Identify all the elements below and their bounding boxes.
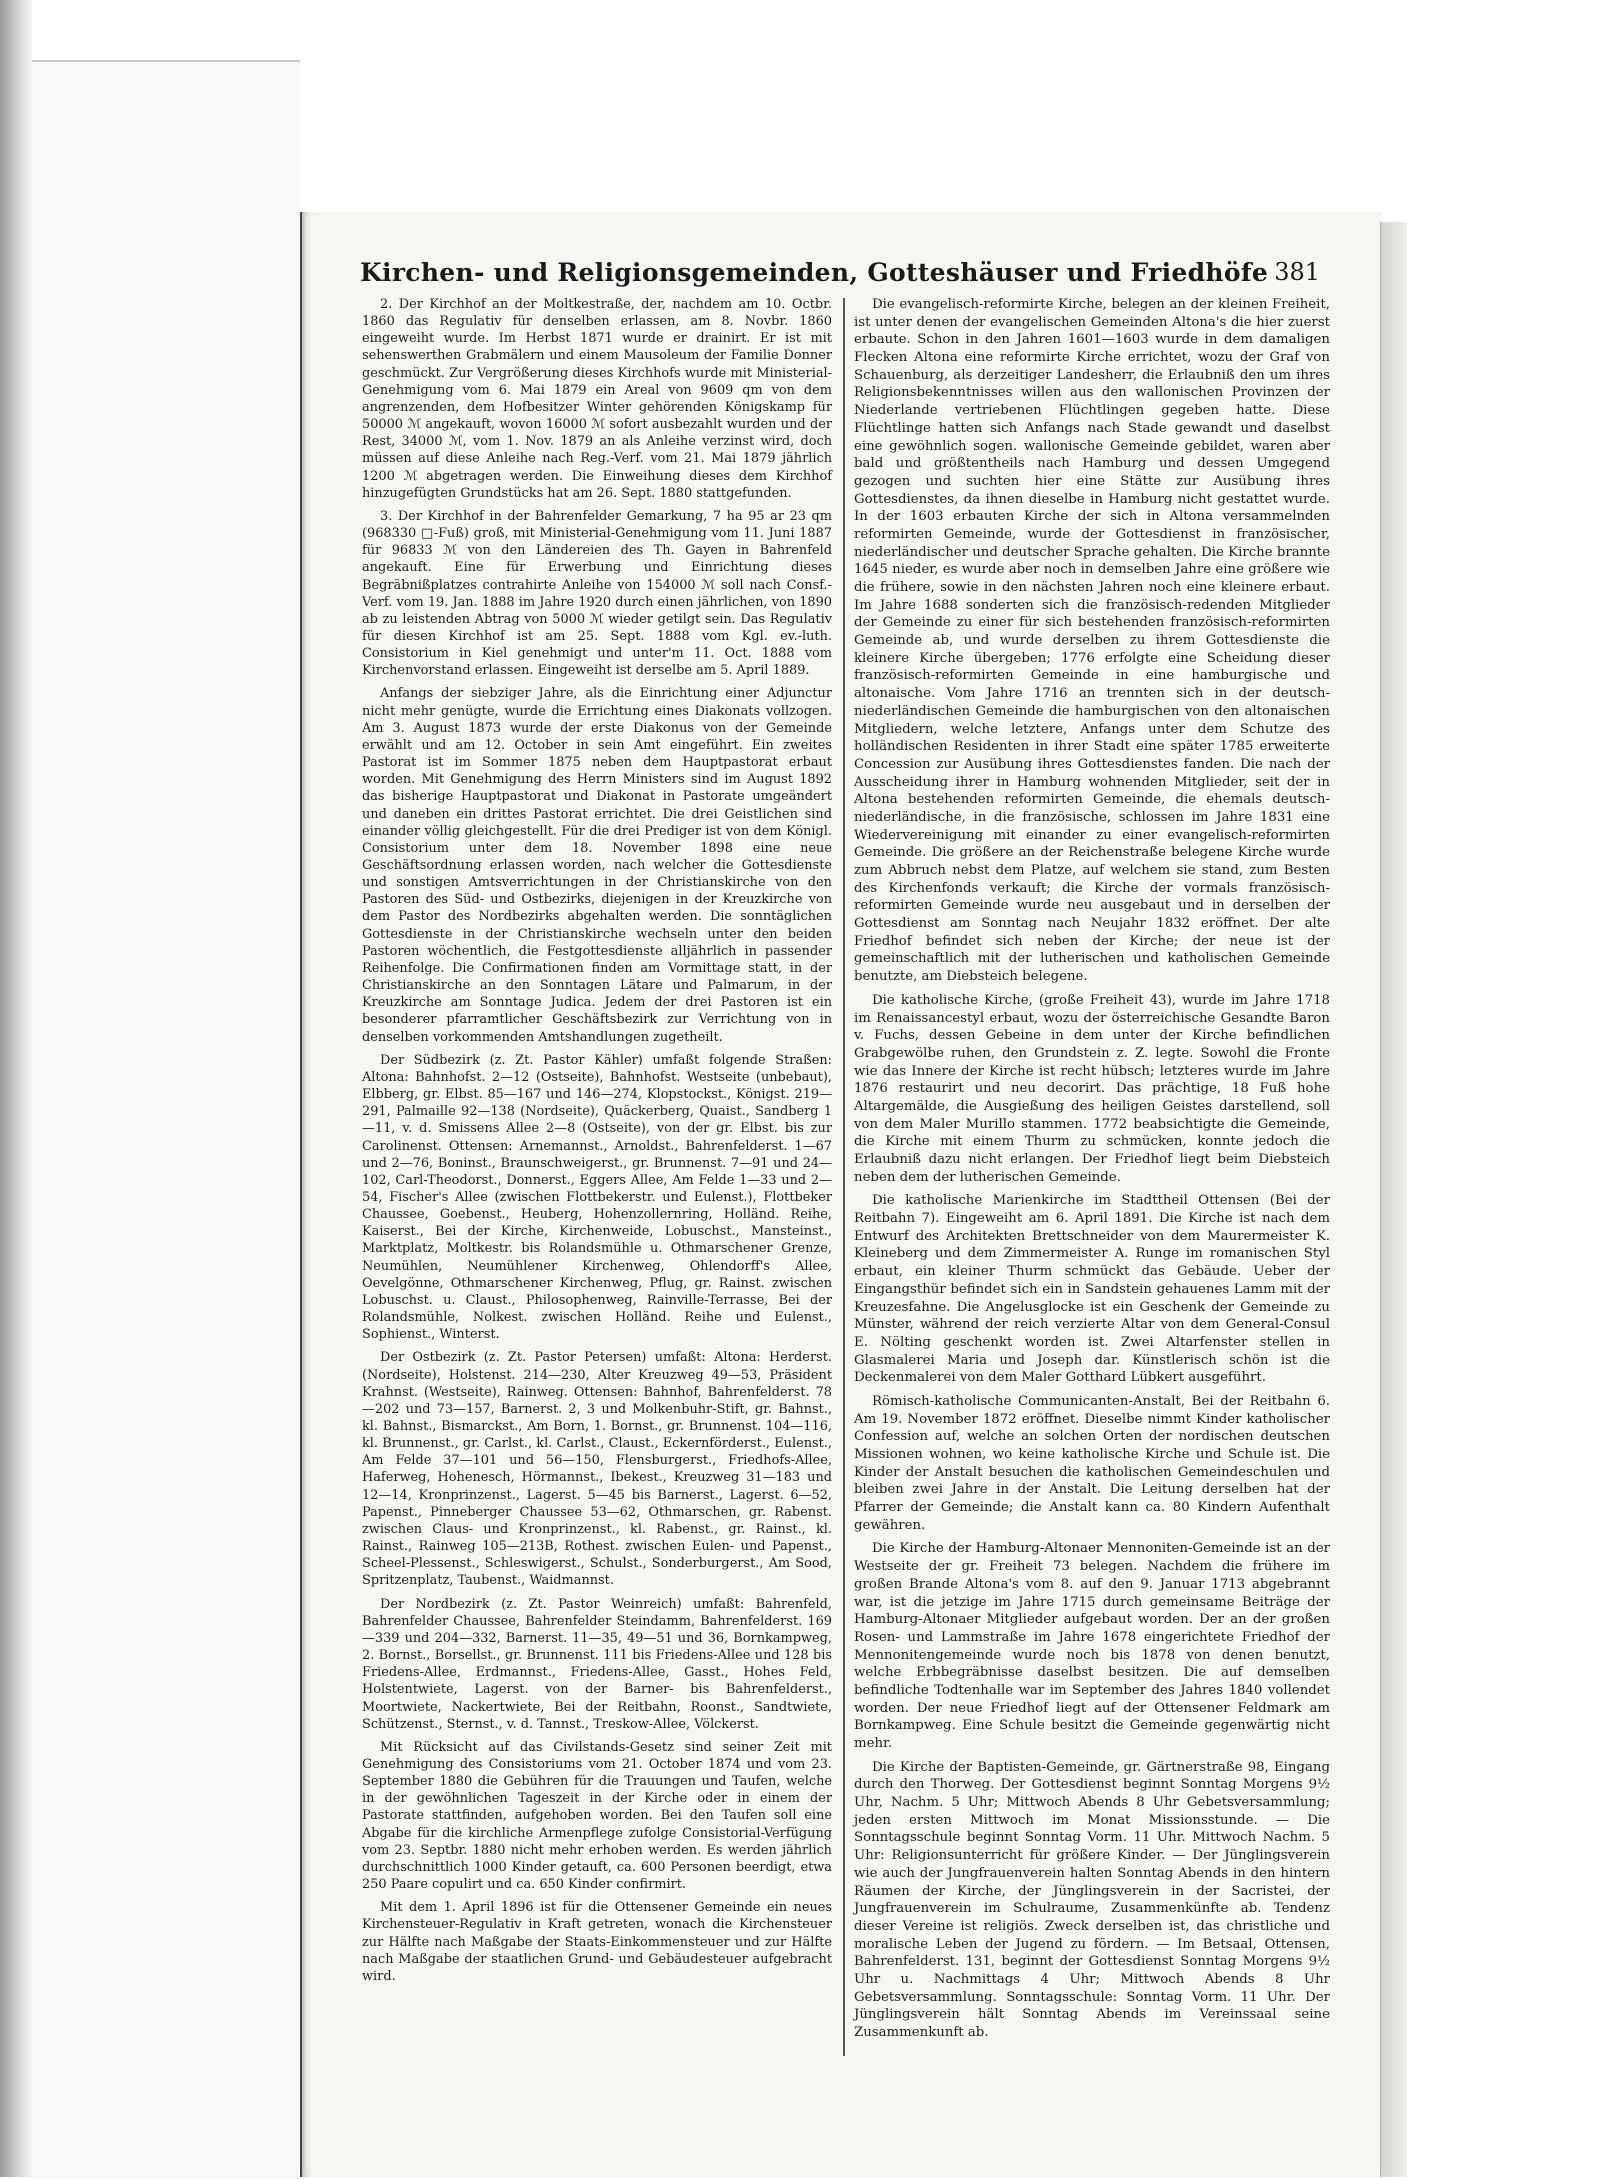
page-stack-edge [1380,222,1407,2177]
paragraph-communicanten-anstalt: Römisch-katholische Communicanten-Anstalt, Bei der Reitbahn 6. Am 19. November 1872 eröffnet. Dieselbe nimmt Kinder katholischer Confession auf, welche an solchen Orten der nordischen deutschen Missionen wohnen, wo keine katholische Kirche und Schule ist. Die Kinder der Anstalt besuchen die katholischen Gemeindeschulen und bleiben zwei Jahre in der Anstalt. Die Leitung derselben hat der Pfarrer der Gemeinde; die Anstalt kann ca. 80 Kindern Aufenthalt gewähren. [854,1393,1330,1533]
paragraph-ostbezirk: Der Ostbezirk (z. Zt. Pastor Petersen) umfaßt: Altona: Herderst. (Nordseite), Holstenst. 214—230, Alter Kreuzweg 49—53, Präsident Krahnst. (Westseite), Rainweg. Ottensen: Bahnhof, Bahrenfelderst. 78—202 und 73—157, Barnerst. 2, 3 und Molkenbuhr-Stift, gr. Bahnst., kl. Bahnst., Bismarckst., Am Born, 1. Bornst., gr. Brunnenst. 104—116, kl. Brunnenst., gr. Carlst., kl. Carlst., Claust., Eckernförderst., Eulenst., Am Felde 37—101 und 56—150, Flensburgerst., Friedhofs-Allee, Haferweg, Hohenesch, Hörmannst., Ibekest., Kreuzweg 31—183 und 12—14, Kronprinzenst., Lagerst. 5—45 bis Barnerst., Lagerst. 6—52, Papenst., Pinneberger Chaussee 53—62, Othmarschen, gr. Rabenst. zwischen Claus- und Kronprinzenst., kl. Rabenst., gr. Rainst., kl. Rainst., Rainweg 105—213B, Rothest. zwischen Eulen- und Papenst., Scheel-Plessenst., Schleswigerst., Schulst., Sonderburgerst., Am Sood, Spritzenplatz, Taubenst., Waidmannst. [362,1350,832,1589]
page-number: 381 [1274,258,1320,286]
left-column [362,296,832,1991]
paragraph-diakonat: Anfangs der siebziger Jahre, als die Einrichtung einer Adjunctur nicht mehr genügte, wurde die Errichtung eines Diakonats vollzogen. Am 3. August 1873 wurde der erste Diakonus von der Gemeinde erwählt und am 12. October in sein Amt eingeführt. Ein zweites Pastorat ist im Sommer 1875 neben dem Hauptpastorat erbaut worden. Mit Genehmigung des Herrn Ministers sind im August 1892 das bisherige Hauptpastorat und Diakonat in Pastorate umgeändert und daneben ein drittes Pastorat errichtet. Die drei Geistlichen sind einander völlig gleichgestellt. Für die drei Prediger ist von dem Königl. Consistorium unter dem 18. November 1898 eine neue Geschäftsordnung erlassen worden, nach welcher die Gottesdienste und sonstigen Amtsverrichtungen in der Christianskirche von den Pastoren des Süd- und Ostbezirks, diejenigen in der Kreuzkirche von dem Pastor des Nordbezirks abgehalten werden. Die sonntäglichen Gottesdienste in der Christianskirche wechseln unter den beiden Pastoren wöchentlich, die Festgottesdienste alljährlich in passender Reihenfolge. Die Confirmationen finden am Vormittage statt, in der Christianskirche an den Sonntagen Lätare und Palmarum, in der Kreuzkirche am Sonntage Judica. Jedem der drei Pastoren ist ein besonderer pfarramtlicher Geschäftsbezirk zur Verrichtung von in denselben vorkommenden Amtshandlungen zugetheilt. [362,686,832,1045]
paragraph-reformirte-kirche: Die evangelisch-reformirte Kirche, belegen an der kleinen Freiheit, ist unter denen der evangelischen Gemeinden Altona's die hier zuerst erbaute. Schon in den Jahren 1601—1603 wurde in dem damaligen Flecken Altona eine reformirte Kirche errichtet, wozu der Graf von Schauenburg, als derzeitiger Landesherr, die Erlaubniß den um ihres Religionsbekenntnisses willen aus den wallonischen Provinzen der Niederlande vertriebenen Flüchtlingen gegeben hatte. Diese Flüchtlinge hatten sich Anfangs nach Stade gewandt und daselbst eine gewöhnlich sogen. wallonische Gemeinde gebildet, waren aber bald und größtentheils nach Hamburg und dessen Umgegend gezogen und suchten hier eine Stätte zur Ausübung ihres Gottesdienstes, da ihnen dieselbe in Hamburg nicht gestattet wurde. In der 1603 erbauten Kirche der sich in Altona versammelnden reformirten Gemeinde, wurde der Gottesdienst in französischer, niederländischer und deutscher Sprache gehalten. Die Kirche brannte 1645 nieder, es wurde aber noch in demselben Jahre eine größere wie die frühere, sowie in den nächsten Jahren noch eine kleinere erbaut. Im Jahre 1688 sonderten sich die französisch-redenden Mitglieder der Gemeinde zu einer für sich bestehenden französisch-reformirten Gemeinde ab, und wurde derselben zu ihrem Gottesdienste die kleinere Kirche übergeben; 1776 erfolgte eine Scheidung dieser französisch-reformirten Gemeinde in eine hamburgische und altonaische. Vom Jahre 1716 an trennten sich in der deutsch-niederländischen Gemeinde die hamburgischen von den altonaischen Mitgliedern, welche letztere, Anfangs unter dem Schutze des holländischen Residenten in ihrer Stadt eine später 1785 erweiterte Concession zur Ausübung ihres Gottesdienstes fanden. Die nach der Ausscheidung ihrer in Hamburg wohnenden Mitglieder, seit der in Altona bestehenden reformirten Gemeinde, die ehemals deutsch-niederländische, in die französische, schlossen im Jahre 1831 eine Wiedervereinigung mit einander zu einer evangelisch-reformirten Gemeinde. Die größere an der Reichenstraße belegene Kirche wurde zum Abbruch nebst dem Platze, auf welchem sie stand, zum Besten des Kirchenfonds verkauft; die Kirche der vormals französisch-reformirten Gemeinde wurde neu ausgebaut und in derselben der Gottesdienst am Sonntag nach Neujahr 1832 eröffnet. Der alte Friedhof befindet sich neben der Kirche; der neue ist der gemeinschaftlich mit der lutherischen und katholischen Gemeinde benutzte, am Diebsteich belegene. [854,297,1330,985]
column-divider [843,298,845,2056]
paragraph-kirchensteuer: Mit dem 1. April 1896 ist für die Ottensener Gemeinde ein neues Kirchensteuer-Regulativ in Kraft getreten, wonach die Kirchensteuer zur Hälfte nach Maßgabe der Staats-Einkommensteuer und zur Hälfte nach Maßgabe der staatlichen Grund- und Gebäudesteuer aufgebracht wird. [362,1900,832,1984]
paragraph-baptisten: Die Kirche der Baptisten-Gemeinde, gr. Gärtnerstraße 98, Eingang durch den Thorweg. Der Gottesdienst beginnt Sonntag Morgens 9½ Uhr, Nachm. 5 Uhr; Mittwoch Abends 8 Uhr Gebetsversammlung; jeden ersten Mittwoch im Monat Missionsstunde. — Die Sonntagsschule beginnt Sonntag Vorm. 11 Uhr. Mittwoch Nachm. 5 Uhr: Religionsunterricht für größere Kinder. — Der Jünglingsverein wie auch der Jungfrauenverein halten Sonntag Abends in den hintern Räumen der Kirche, der Jünglingsverein in der Sacristei, der Jungfrauenverein im Schulraume, Zusammenkünfte ab. Tendenz dieser Vereine ist religiös. Zweck derselben ist, das christliche und moralische Leben der Jugend zu fördern. — Im Betsaal, Ottensen, Bahrenfelderst. 131, beginnt der Gottesdienst Sonntag Morgens 9½ Uhr u. Nachmittags 4 Uhr; Mittwoch Abends 8 Uhr Gebetsversammlung. Sonntagsschule: Sonntag Vorm. 11 Uhr. Der Jünglingsverein hält Sonntag Abends im Vereinssaal seine Zusammenkunft ab. [854,1759,1330,2040]
page-title: Kirchen- und Religionsgemeinden, Gotteshäuser und Friedhöfe [360,258,1269,287]
paragraph-suedbezirk: Der Südbezirk (z. Zt. Pastor Kähler) umfaßt folgende Straßen: Altona: Bahnhofst. 2—12 (Ostseite), Bahnhofst. Westseite (unbebaut), Elbberg, gr. Elbst. 85—167 und 146—274, Klopstockst., Königst. 219—291, Palmaille 92—138 (Nordseite), Quäckerberg, Quaist., Sandberg 1—11, v. d. Smissens Allee 2—8 (Ostseite), von der gr. Elbst. bis zur Carolinenst. Ottensen: Arnemannst., Arnoldst., Bahrenfelderst. 1—67 und 2—76, Boninst., Braunschweigerst., gr. Brunnenst. 7—91 und 24—102, Carl-Theodorst., Donnerst., Eggers Allee, Am Felde 1—33 und 2—54, Fischer's Allee (zwischen Flottbekerstr. und Eulenst.), Flottbeker Chaussee, Goebenst., Heuberg, Hohenzollernring, Holländ. Reihe, Kaiserst., Bei der Kirche, Kirchenweide, Lobuschst., Mansteinst., Marktplatz, Moltkestr. bis Rolandsmühle u. Othmarschener Grenze, Neumühlen, Neumühlener Kirchenweg, Ohlendorff's Allee, Oevelgönne, Othmarschener Kirchenweg, Pflug, gr. Rainst. zwischen Lobuschst. u. Claust., Philosophenweg, Rainville-Terrasse, Bei der Rolandsmühle, Nolkest. zwischen Holländ. Reihe und Eulenst., Sophienst., Winterst. [362,1052,832,1343]
right-column [854,296,1330,2048]
running-head [360,258,1320,294]
paragraph-marienkirche: Die katholische Marienkirche im Stadttheil Ottensen (Bei der Reitbahn 7). Eingeweiht am 6. April 1891. Die Kirche ist nach dem Entwurf des Architekten Brettschneider von dem Maurermeister K. Kleineberg und dem Zimmermeister A. Runge im romanischen Styl erbaut, ein kleiner Thurm schmückt das Gebäude. Ueber der Eingangsthür befindet sich ein in Sandstein gehauenes Lamm mit der Kreuzesfahne. Die Angelusglocke ist ein Geschenk der Gemeinde zu Münster, während der reich verzierte Altar von dem General-Consul E. Nölting geschenkt worden ist. Zwei Altarfenster stellen in Glasmalerei Maria und Joseph dar. Künstlerisch schön ist die Deckenmalerei von dem Maler Gotthard Lübkert ausgeführt. [854,1193,1330,1386]
paragraph-kirchhof-bahrenfeld: 3. Der Kirchhof in der Bahrenfelder Gemarkung, 7 ha 95 ar 23 qm (968330 □-Fuß) groß, mit Ministerial-Genehmigung vom 11. Juni 1887 für 96833 ℳ von den Ländereien des Th. Gayen in Bahrenfeld angekauft. Eine für Erwerbung und Einrichtung dieses Begräbnißplatzes contrahirte Anleihe von 154000 ℳ soll nach Consf.-Verf. vom 19. Jan. 1888 im Jahre 1920 durch einen jährlichen, von 1890 ab zu leistenden Abtrag von 5000 ℳ wieder getilgt sein. Das Regulativ für diesen Kirchhof ist am 25. Sept. 1888 vom Kgl. ev.-luth. Consistorium in Kiel genehmigt und unter'm 11. Oct. 1888 vom Kirchenvorstand erlassen. Eingeweiht ist derselbe am 5. April 1889. [362,508,832,679]
book-spine-shadow [0,0,32,2177]
paragraph-kirchhof-moltkestrasse: 2. Der Kirchhof an der Moltkestraße, der, nachdem am 10. Octbr. 1860 das Regulativ für denselben erlassen, am 8. Novbr. 1860 eingeweiht wurde. Im Herbst 1871 wurde er drainirt. Er ist mit sehenswerthen Grabmälern und einem Mausoleum der Familie Donner geschmückt. Zur Vergrößerung dieses Kirchhofs wurde mit Ministerial-Genehmigung vom 6. Mai 1879 ein Areal von 9609 qm von dem angrenzenden, dem Hofbesitzer Winter gehörenden Königskamp für 50000 ℳ angekauft, wovon 16000 ℳ sofort ausbezahlt wurden und der Rest, 34000 ℳ, vom 1. Nov. 1879 an als Anleihe verzinst wird, doch müssen auf diese Anleihe nach Reg.-Verf. vom 21. Mai 1879 jährlich 1200 ℳ abgetragen werden. Die Einweihung dieses dem Kirchhof hinzugefügten Grundstücks hat am 26. Sept. 1880 stattgefunden. [362,297,832,501]
paragraph-katholische-kirche: Die katholische Kirche, (große Freiheit 43), wurde im Jahre 1718 im Renaissancestyl erbaut, wozu der österreichische Gesandte Baron v. Fuchs, dessen Gebeine in dem unter der Kirche befindlichen Grabgewölbe ruhen, den Grundstein z. Z. legte. Sowohl die Fronte wie das Innere der Kirche ist recht hübsch; letzteres wurde im Jahre 1876 restaurirt und neu decorirt. Das prächtige, 18 Fuß hohe Altargemälde, die Ausgießung des heiligen Geistes darstellend, soll von dem Maler Murillo stammen. 1772 beabsichtigte die Gemeinde, die Kirche mit einem Thurm zu schmücken, konnte jedoch die Erlaubniß dazu nicht erlangen. Der Friedhof liegt beim Diebsteich neben dem der lutherischen Gemeinde. [854,992,1330,1185]
paragraph-nordbezirk: Der Nordbezirk (z. Zt. Pastor Weinreich) umfaßt: Bahrenfeld, Bahrenfelder Chaussee, Bahrenfelder Steindamm, Bahrenfelderst. 169—339 und 204—332, Barnerst. 11—35, 49—51 und 36, Bornkampweg, 2. Bornst., Borsellst., gr. Brunnenst. 111 bis Friedens-Allee und 128 bis Friedens-Allee, Erdmannst., Friedens-Allee, Gasst., Hohes Feld, Holstentwiete, Lagerst. von der Barner- bis Bahrenfelderst., Moortwiete, Nackertwiete, Bei der Reitbahn, Roonst., Sandtwiete, Schützenst., Sternst., v. d. Tannst., Treskow-Allee, Völckerst. [362,1596,832,1732]
paragraph-mennoniten: Die Kirche der Hamburg-Altonaer Mennoniten-Gemeinde ist an der Westseite der gr. Freiheit 73 belegen. Nachdem die frühere im großen Brande Altona's vom 8. auf den 9. Januar 1713 abgebrannt war, ist die jetzige im Jahre 1715 durch gemeinsame Beiträge der Hamburg-Altonaer Mitglieder aufgebaut worden. Der an der großen Rosen- und Lammstraße im Jahre 1678 eingerichtete Friedhof der Mennonitengemeinde wurde noch bis 1878 von denen benutzt, welche Erbbegräbnisse daselbst besitzen. Die auf demselben befindliche Todtenhalle war im September des Jahres 1840 vollendet worden. Der neue Friedhof liegt auf der Ottensener Feldmark am Bornkampweg. Eine Schule besitzt die Gemeinde gegenwärtig nicht mehr. [854,1541,1330,1751]
facing-page-edge [32,60,300,2179]
paragraph-gebuehren: Mit Rücksicht auf das Civilstands-Gesetz sind seiner Zeit mit Genehmigung des Consistoriums vom 21. October 1874 und vom 23. September 1880 die Gebühren für die Trauungen und Taufen, welche in der gewöhnlichen Tageszeit in der Kirche oder in einem der Pastorate stattfinden, aufgehoben worden. Bei den Taufen soll eine Abgabe für die kirchliche Armenpflege zufolge Consistorial-Verfügung vom 23. Septbr. 1880 nicht mehr erhoben werden. Es werden jährlich durchschnittlich 1000 Kinder getauft, ca. 600 Personen beerdigt, etwa 250 Paare copulirt und ca. 650 Kinder confirmirt. [362,1739,832,1893]
